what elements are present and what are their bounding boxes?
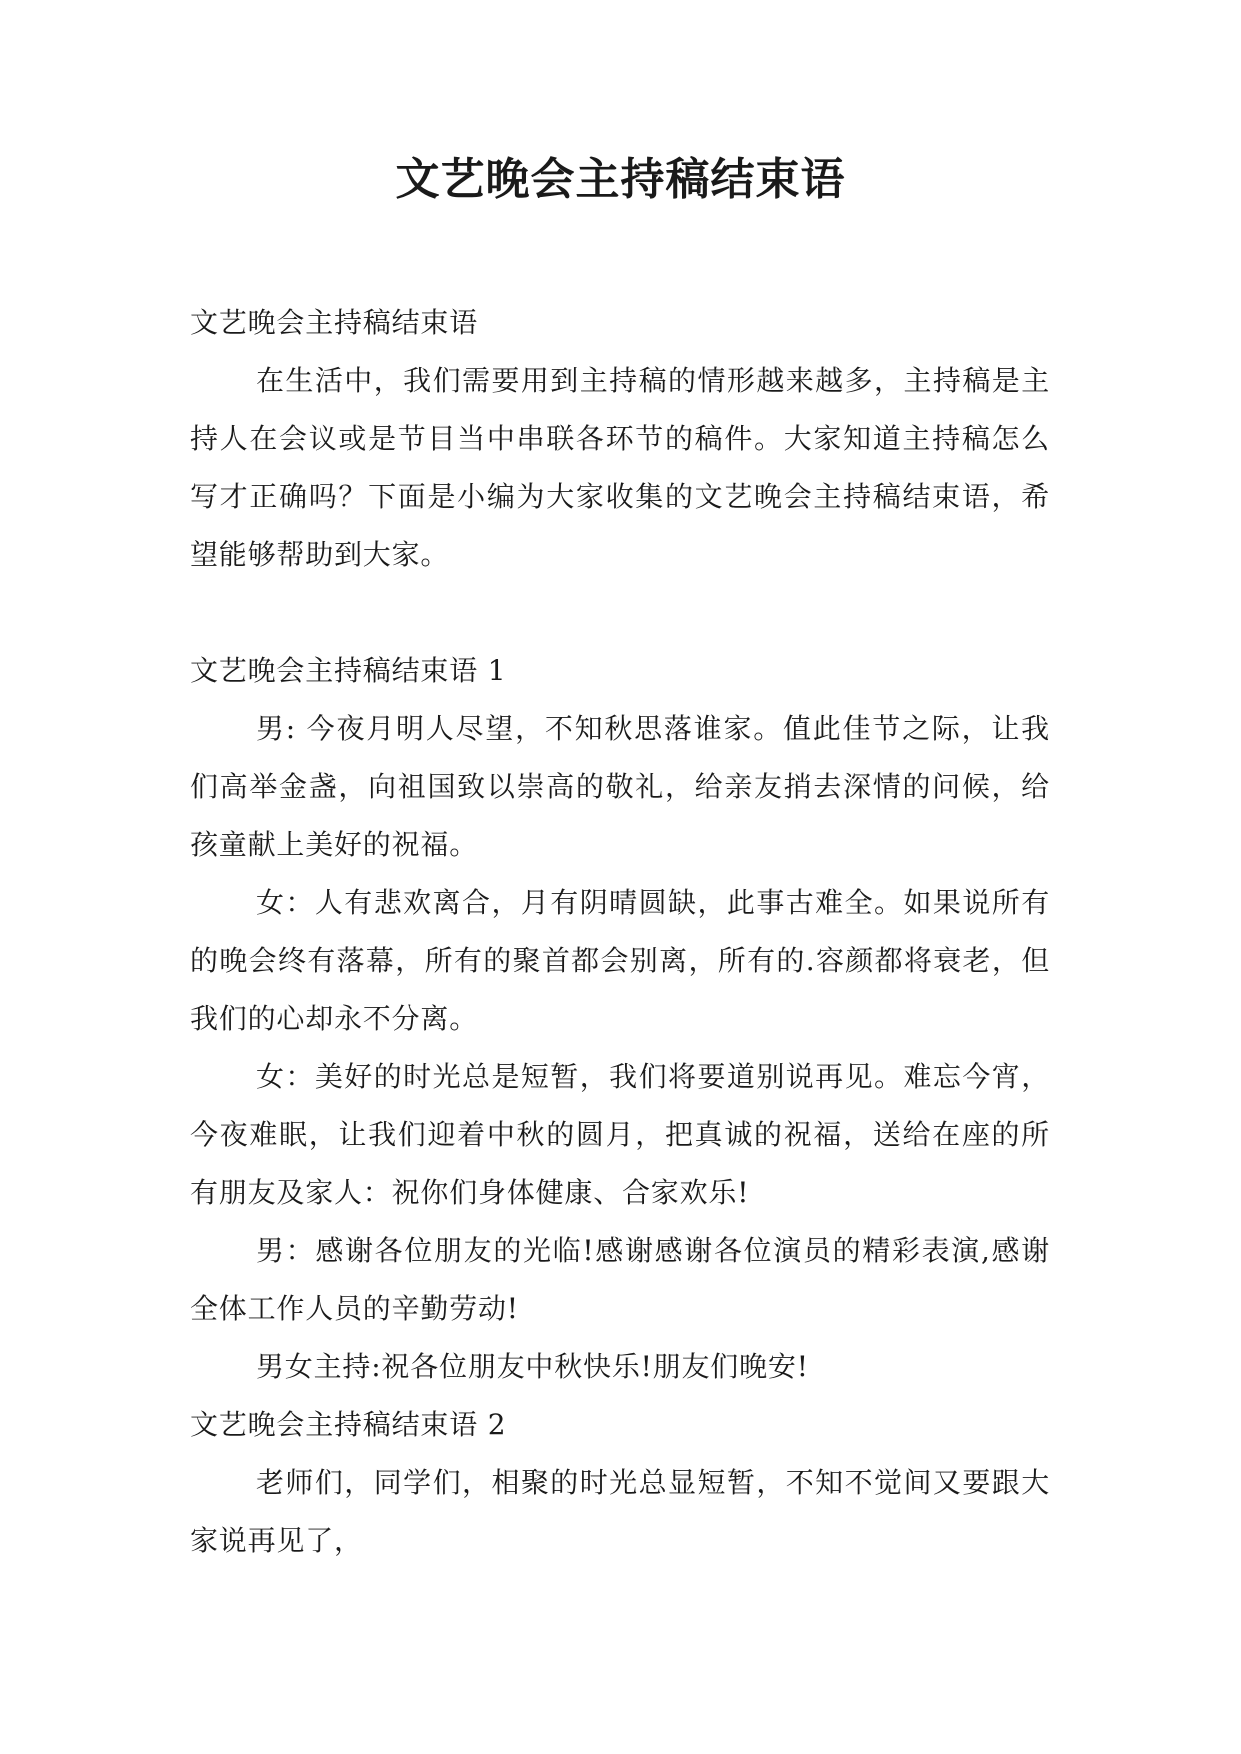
document-title: 文艺晚会主持稿结束语 (395, 154, 846, 205)
section-1-paragraph-female-farewell: 女：美好的时光总是短暂，我们将要道别说再见。难忘今宵，今夜难眠，让我们迎着中秋的圆月，把真诚的祝福，送给在座的所有朋友及家人：祝你们身体健康、合家欢乐! (190, 1060, 1050, 1209)
section-1-paragraph-hosts-closing: 男女主持:祝各位朋友中秋快乐!朋友们晚安! (256, 1350, 809, 1383)
section-1-heading: 文艺晚会主持稿结束语 1 (190, 654, 507, 687)
intro-heading: 文艺晚会主持稿结束语 (190, 306, 479, 339)
section-1-paragraph-male-opening: 男: 今夜月明人尽望，不知秋思落谁家。值此佳节之际，让我们高举金盏，向祖国致以崇高的敬礼，给亲友捎去深情的问候，给孩童献上美好的祝福。 (190, 712, 1050, 861)
section-spacer (190, 584, 1050, 642)
section-1-paragraph-male-thanks: 男：感谢各位朋友的光临!感谢感谢各位演员的精彩表演,感谢全体工作人员的辛勤劳动! (190, 1234, 1050, 1325)
section-2-heading: 文艺晚会主持稿结束语 2 (190, 1408, 507, 1441)
section-1-paragraph-female-reunion: 女：人有悲欢离合，月有阴晴圆缺，此事古难全。如果说所有的晚会终有落幕，所有的聚首都会别离，所有的.容颜都将衰老，但我们的心却永不分离。 (190, 886, 1050, 1035)
document-body (190, 294, 1050, 1570)
intro-paragraph: 在生活中，我们需要用到主持稿的情形越来越多，主持稿是主持人在会议或是节目当中串联各环节的稿件。大家知道主持稿怎么写才正确吗？下面是小编为大家收集的文艺晚会主持稿结束语，希望能够帮助到大家。 (190, 364, 1050, 571)
section-2-paragraph-opening: 老师们，同学们，相聚的时光总显短暂，不知不觉间又要跟大家说再见了， (190, 1466, 1050, 1557)
